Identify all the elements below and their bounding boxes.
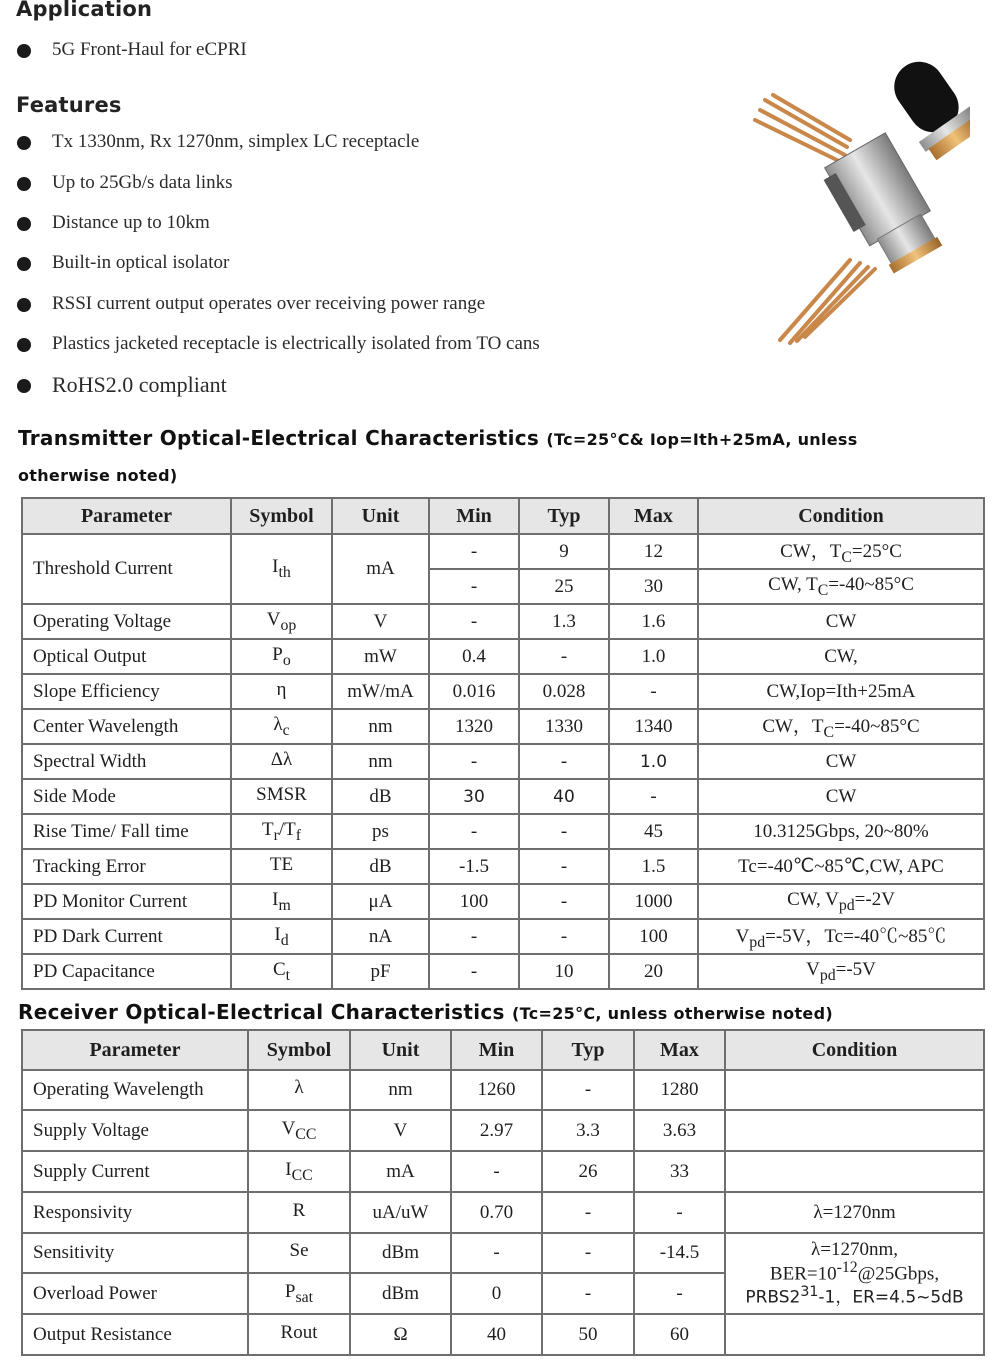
symbol-sub: o bbox=[282, 651, 291, 669]
unit-cell: V bbox=[332, 604, 429, 639]
symbol-text: I bbox=[285, 1158, 292, 1180]
max-cell: 1000 bbox=[609, 884, 698, 919]
param-cell: Operating Voltage bbox=[22, 604, 231, 639]
table-row bbox=[22, 604, 984, 639]
min-cell: 40 bbox=[451, 1314, 542, 1355]
min-cell: 0 bbox=[451, 1273, 542, 1314]
symbol-cell bbox=[248, 1110, 350, 1151]
typ-cell: 1330 bbox=[519, 709, 609, 744]
feature-item-text: Tx 1330nm, Rx 1270nm, simplex LC receptacle bbox=[52, 131, 420, 152]
param-cell: Slope Efficiency bbox=[22, 674, 231, 709]
condition-cell: CW,Iop=Ith+25mA bbox=[698, 674, 984, 709]
condition-cell: 10.3125Gbps, 20~80% bbox=[698, 814, 984, 849]
symbol-cell bbox=[231, 814, 332, 849]
cond-text: =-5V bbox=[835, 958, 876, 980]
param-cell: Optical Output bbox=[22, 639, 231, 674]
header-cell: Unit bbox=[350, 1030, 451, 1070]
typ-cell: - bbox=[542, 1233, 634, 1273]
symbol-text: SMSR bbox=[256, 783, 307, 805]
table-row bbox=[22, 884, 984, 919]
cond-text: BER=10 bbox=[769, 1262, 837, 1284]
symbol-cell bbox=[231, 919, 332, 954]
symbol-cell bbox=[231, 954, 332, 989]
bullet-icon bbox=[17, 298, 31, 312]
unit-cell: dBm bbox=[350, 1233, 451, 1273]
cond-text: CW, V bbox=[787, 888, 839, 910]
header-cell: Min bbox=[429, 498, 519, 534]
min-cell: - bbox=[451, 1151, 542, 1192]
cond-sub: C bbox=[817, 581, 829, 599]
max-cell: - bbox=[634, 1192, 725, 1233]
header-cell: Unit bbox=[332, 498, 429, 534]
typ-cell: 10 bbox=[519, 954, 609, 989]
unit-cell: V bbox=[350, 1110, 451, 1151]
unit-cell: nm bbox=[332, 709, 429, 744]
bullet-icon bbox=[17, 44, 31, 58]
table-row bbox=[22, 639, 984, 674]
symbol-sub: c bbox=[282, 721, 290, 739]
cond-text: =25°C bbox=[851, 541, 902, 563]
symbol-cell bbox=[231, 604, 332, 639]
symbol-sub: sat bbox=[295, 1288, 314, 1306]
symbol-sub: th bbox=[278, 563, 291, 581]
symbol-sub: t bbox=[285, 966, 291, 984]
symbol-cell bbox=[231, 884, 332, 919]
max-cell: -14.5 bbox=[634, 1233, 725, 1273]
transmitter-title bbox=[18, 426, 858, 450]
feature-item-text: RoHS2.0 compliant bbox=[52, 372, 227, 397]
min-cell: -1.5 bbox=[429, 849, 519, 884]
transmitter-title-text: Transmitter Optical-Electrical Characteristics bbox=[18, 426, 540, 450]
symbol-cell bbox=[248, 1192, 350, 1233]
max-cell: 45 bbox=[609, 814, 698, 849]
param-cell: PD Dark Current bbox=[22, 919, 231, 954]
cond-text: CW，T bbox=[762, 716, 824, 738]
cond-sub: pd bbox=[749, 933, 766, 951]
symbol-cell bbox=[231, 639, 332, 674]
max-cell: 1.6 bbox=[609, 604, 698, 639]
symbol-text: Rout bbox=[280, 1321, 318, 1343]
condition-cell-merged bbox=[725, 1233, 984, 1314]
unit-cell: pF bbox=[332, 954, 429, 989]
cond-text: =-5V，Tc=-40℃~85℃ bbox=[765, 926, 947, 948]
symbol-cell bbox=[248, 1314, 350, 1355]
max-cell: 12 bbox=[609, 534, 698, 569]
min-cell: 0.016 bbox=[429, 674, 519, 709]
cond-text: CW，T bbox=[780, 541, 842, 563]
symbol-sub: r bbox=[273, 826, 279, 844]
param-cell: PD Capacitance bbox=[22, 954, 231, 989]
table-header-row bbox=[22, 1030, 984, 1070]
param-cell: Rise Time/ Fall time bbox=[22, 814, 231, 849]
feature-item-text: Plastics jacketed receptacle is electrically isolated from TO cans bbox=[52, 333, 540, 354]
min-cell: 0.4 bbox=[429, 639, 519, 674]
symbol-cell bbox=[231, 534, 332, 604]
header-cell: Max bbox=[609, 498, 698, 534]
typ-cell: - bbox=[519, 919, 609, 954]
table-row bbox=[22, 954, 984, 989]
table-row bbox=[22, 1110, 984, 1151]
table-row bbox=[22, 534, 984, 569]
symbol-text: P bbox=[284, 1280, 296, 1302]
param-cell: Threshold Current bbox=[22, 534, 231, 604]
unit-cell: dB bbox=[332, 849, 429, 884]
typ-cell: 50 bbox=[542, 1314, 634, 1355]
bullet-icon bbox=[17, 217, 31, 231]
table-row bbox=[22, 779, 984, 814]
table-row bbox=[22, 919, 984, 954]
typ-cell: - bbox=[542, 1192, 634, 1233]
feature-item-text: Distance up to 10km bbox=[52, 212, 210, 233]
typ-cell: 0.028 bbox=[519, 674, 609, 709]
receiver-table bbox=[21, 1029, 985, 1356]
symbol-text: P bbox=[272, 643, 283, 665]
unit-cell: μA bbox=[332, 884, 429, 919]
param-cell: Center Wavelength bbox=[22, 709, 231, 744]
features-heading: Features bbox=[16, 93, 122, 117]
unit-cell: uA/uW bbox=[350, 1192, 451, 1233]
typ-cell: - bbox=[542, 1070, 634, 1110]
min-cell: 2.97 bbox=[451, 1110, 542, 1151]
symbol-text: V bbox=[266, 608, 281, 630]
condition-cell: Tc=-40℃~85℃,CW, APC bbox=[698, 849, 984, 884]
typ-cell: - bbox=[519, 744, 609, 779]
header-cell: Symbol bbox=[231, 498, 332, 534]
max-cell: 1280 bbox=[634, 1070, 725, 1110]
condition-cell: CW bbox=[698, 779, 984, 814]
typ-cell: - bbox=[542, 1273, 634, 1314]
cond-sub: C bbox=[841, 548, 852, 566]
param-cell: Overload Power bbox=[22, 1273, 248, 1314]
symbol-sub: CC bbox=[295, 1125, 317, 1143]
condition-cell bbox=[698, 919, 984, 954]
table-row bbox=[22, 1314, 984, 1355]
cond-text: @25Gbps, bbox=[857, 1262, 940, 1284]
application-item-text: 5G Front-Haul for eCPRI bbox=[52, 39, 247, 60]
cond-line bbox=[730, 1259, 979, 1283]
min-cell: - bbox=[429, 814, 519, 849]
param-cell: Side Mode bbox=[22, 779, 231, 814]
symbol-text: Δλ bbox=[270, 748, 293, 770]
cond-line: λ=1270nm, bbox=[811, 1238, 898, 1260]
min-cell: 0.70 bbox=[451, 1192, 542, 1233]
table-row bbox=[22, 674, 984, 709]
typ-cell: 3.3 bbox=[542, 1110, 634, 1151]
bullet-icon bbox=[17, 379, 31, 393]
symbol-sub: m bbox=[278, 896, 291, 914]
condition-cell: CW bbox=[698, 744, 984, 779]
unit-cell: mW/mA bbox=[332, 674, 429, 709]
header-cell: Typ bbox=[542, 1030, 634, 1070]
symbol-text: I bbox=[274, 923, 281, 945]
max-cell: 20 bbox=[609, 954, 698, 989]
table-row bbox=[22, 1151, 984, 1192]
symbol-cell bbox=[248, 1070, 350, 1110]
typ-cell: 9 bbox=[519, 534, 609, 569]
unit-cell: nm bbox=[350, 1070, 451, 1110]
table-row bbox=[22, 1192, 984, 1233]
symbol-text: C bbox=[272, 958, 286, 980]
table-row bbox=[22, 709, 984, 744]
header-cell: Parameter bbox=[22, 1030, 248, 1070]
param-cell: Output Resistance bbox=[22, 1314, 248, 1355]
symbol-cell bbox=[231, 674, 332, 709]
receiver-title bbox=[18, 1000, 833, 1024]
typ-cell: - bbox=[519, 884, 609, 919]
max-cell: 1340 bbox=[609, 709, 698, 744]
condition-cell: CW bbox=[698, 604, 984, 639]
unit-cell: Ω bbox=[350, 1314, 451, 1355]
max-cell: 100 bbox=[609, 919, 698, 954]
param-cell: Responsivity bbox=[22, 1192, 248, 1233]
feature-item-text: Up to 25Gb/s data links bbox=[52, 172, 233, 193]
application-heading: Application bbox=[16, 0, 153, 21]
min-cell: 30 bbox=[429, 779, 519, 814]
symbol-cell bbox=[231, 779, 332, 814]
transmitter-note: (Tc=25°C& Iop=Ith+25mA, unless bbox=[546, 430, 858, 449]
cond-text: =-40~85°C bbox=[834, 716, 920, 738]
param-cell: Spectral Width bbox=[22, 744, 231, 779]
symbol-cell bbox=[231, 709, 332, 744]
cond-sub: pd bbox=[819, 966, 836, 984]
param-cell: Supply Current bbox=[22, 1151, 248, 1192]
min-cell: - bbox=[429, 954, 519, 989]
table-row bbox=[22, 1070, 984, 1110]
cond-text: PRBS2 bbox=[745, 1287, 801, 1308]
receiver-note: (Tc=25°C, unless otherwise noted) bbox=[512, 1004, 833, 1023]
condition-cell bbox=[725, 1110, 984, 1151]
typ-cell: 25 bbox=[519, 569, 609, 604]
unit-cell: dB bbox=[332, 779, 429, 814]
receiver-title-text: Receiver Optical-Electrical Characteristics bbox=[18, 1000, 505, 1024]
max-cell: - bbox=[609, 674, 698, 709]
unit-cell: dBm bbox=[350, 1273, 451, 1314]
cond-text: =-2V bbox=[854, 888, 895, 910]
table-row bbox=[22, 849, 984, 884]
table-row bbox=[22, 814, 984, 849]
max-cell: 1.0 bbox=[609, 639, 698, 674]
bullet-icon bbox=[17, 136, 31, 150]
condition-cell: CW, bbox=[698, 639, 984, 674]
condition-cell bbox=[725, 1151, 984, 1192]
condition-cell bbox=[698, 534, 984, 569]
symbol-text: λ bbox=[273, 713, 283, 735]
unit-cell: nA bbox=[332, 919, 429, 954]
min-cell: 1320 bbox=[429, 709, 519, 744]
typ-cell: - bbox=[519, 814, 609, 849]
bullet-icon bbox=[17, 177, 31, 191]
min-cell: 100 bbox=[429, 884, 519, 919]
table-header-row bbox=[22, 498, 984, 534]
max-cell: 1.5 bbox=[609, 849, 698, 884]
symbol-cell bbox=[231, 744, 332, 779]
symbol-text: λ bbox=[294, 1077, 304, 1099]
symbol-text: I bbox=[272, 888, 279, 910]
cond-text: V bbox=[806, 958, 820, 980]
symbol-sub: f bbox=[295, 826, 302, 844]
max-cell: 30 bbox=[609, 569, 698, 604]
min-cell: - bbox=[429, 604, 519, 639]
symbol-sub: d bbox=[280, 931, 289, 949]
min-cell: - bbox=[429, 534, 519, 569]
condition-cell bbox=[725, 1070, 984, 1110]
header-cell: Parameter bbox=[22, 498, 231, 534]
max-cell: 3.63 bbox=[634, 1110, 725, 1151]
symbol-cell bbox=[231, 849, 332, 884]
min-cell: 1260 bbox=[451, 1070, 542, 1110]
unit-cell: nm bbox=[332, 744, 429, 779]
max-cell: 1.0 bbox=[609, 744, 698, 779]
param-cell: PD Monitor Current bbox=[22, 884, 231, 919]
table-row bbox=[22, 1233, 984, 1273]
bullet-icon bbox=[17, 338, 31, 352]
symbol-sub: op bbox=[280, 616, 297, 634]
cond-sub: pd bbox=[838, 896, 855, 914]
max-cell: - bbox=[609, 779, 698, 814]
symbol-text: TE bbox=[269, 853, 294, 875]
cond-sup: -12 bbox=[836, 1258, 858, 1276]
param-cell: Supply Voltage bbox=[22, 1110, 248, 1151]
condition-cell bbox=[698, 569, 984, 604]
header-cell: Typ bbox=[519, 498, 609, 534]
symbol-cell bbox=[248, 1273, 350, 1314]
max-cell: 33 bbox=[634, 1151, 725, 1192]
header-cell: Condition bbox=[725, 1030, 984, 1070]
symbol-sub: CC bbox=[291, 1166, 313, 1184]
min-cell: - bbox=[429, 744, 519, 779]
min-cell: - bbox=[429, 919, 519, 954]
unit-cell: mA bbox=[350, 1151, 451, 1192]
symbol-text: I bbox=[272, 556, 279, 578]
bullet-icon bbox=[17, 257, 31, 271]
cond-sup: 31 bbox=[800, 1283, 819, 1300]
cond-text: CW, T bbox=[768, 573, 818, 595]
cond-text: =-40~85°C bbox=[828, 573, 914, 595]
condition-cell bbox=[698, 709, 984, 744]
header-cell: Max bbox=[634, 1030, 725, 1070]
transmitter-note-cont bbox=[18, 462, 177, 486]
header-cell: Min bbox=[451, 1030, 542, 1070]
typ-cell: 26 bbox=[542, 1151, 634, 1192]
symbol-cell bbox=[248, 1151, 350, 1192]
feature-item-text: RSSI current output operates over receiving power range bbox=[52, 293, 486, 314]
symbol-text: V bbox=[281, 1117, 296, 1139]
param-cell: Operating Wavelength bbox=[22, 1070, 248, 1110]
cond-text: -1，ER=4.5~5dB bbox=[818, 1287, 964, 1308]
symbol-text: Se bbox=[289, 1240, 309, 1262]
header-cell: Symbol bbox=[248, 1030, 350, 1070]
unit-cell: mW bbox=[332, 639, 429, 674]
symbol-text: η bbox=[276, 678, 287, 700]
product-photo-icon bbox=[735, 55, 970, 345]
transmitter-table bbox=[21, 497, 985, 990]
unit-cell: mA bbox=[332, 534, 429, 604]
typ-cell: 40 bbox=[519, 779, 609, 814]
condition-cell bbox=[698, 954, 984, 989]
min-cell: - bbox=[429, 569, 519, 604]
typ-cell: - bbox=[519, 639, 609, 674]
symbol-text: /T bbox=[278, 818, 296, 840]
param-cell: Tracking Error bbox=[22, 849, 231, 884]
typ-cell: 1.3 bbox=[519, 604, 609, 639]
min-cell: - bbox=[451, 1233, 542, 1273]
transmitter-note-line2: otherwise noted) bbox=[18, 466, 178, 485]
max-cell: - bbox=[634, 1273, 725, 1314]
symbol-text: R bbox=[292, 1199, 306, 1221]
param-cell: Sensitivity bbox=[22, 1233, 248, 1273]
table-row bbox=[22, 744, 984, 779]
typ-cell: - bbox=[519, 849, 609, 884]
cond-line bbox=[730, 1283, 979, 1307]
feature-item-text: Built-in optical isolator bbox=[52, 252, 230, 273]
symbol-text: T bbox=[261, 818, 274, 840]
max-cell: 60 bbox=[634, 1314, 725, 1355]
condition-cell bbox=[698, 884, 984, 919]
header-cell: Condition bbox=[698, 498, 984, 534]
condition-cell bbox=[725, 1314, 984, 1355]
cond-text: V bbox=[735, 926, 750, 948]
unit-cell: ps bbox=[332, 814, 429, 849]
cond-sub: C bbox=[823, 723, 835, 741]
condition-cell: λ=1270nm bbox=[725, 1192, 984, 1233]
symbol-cell bbox=[248, 1233, 350, 1273]
